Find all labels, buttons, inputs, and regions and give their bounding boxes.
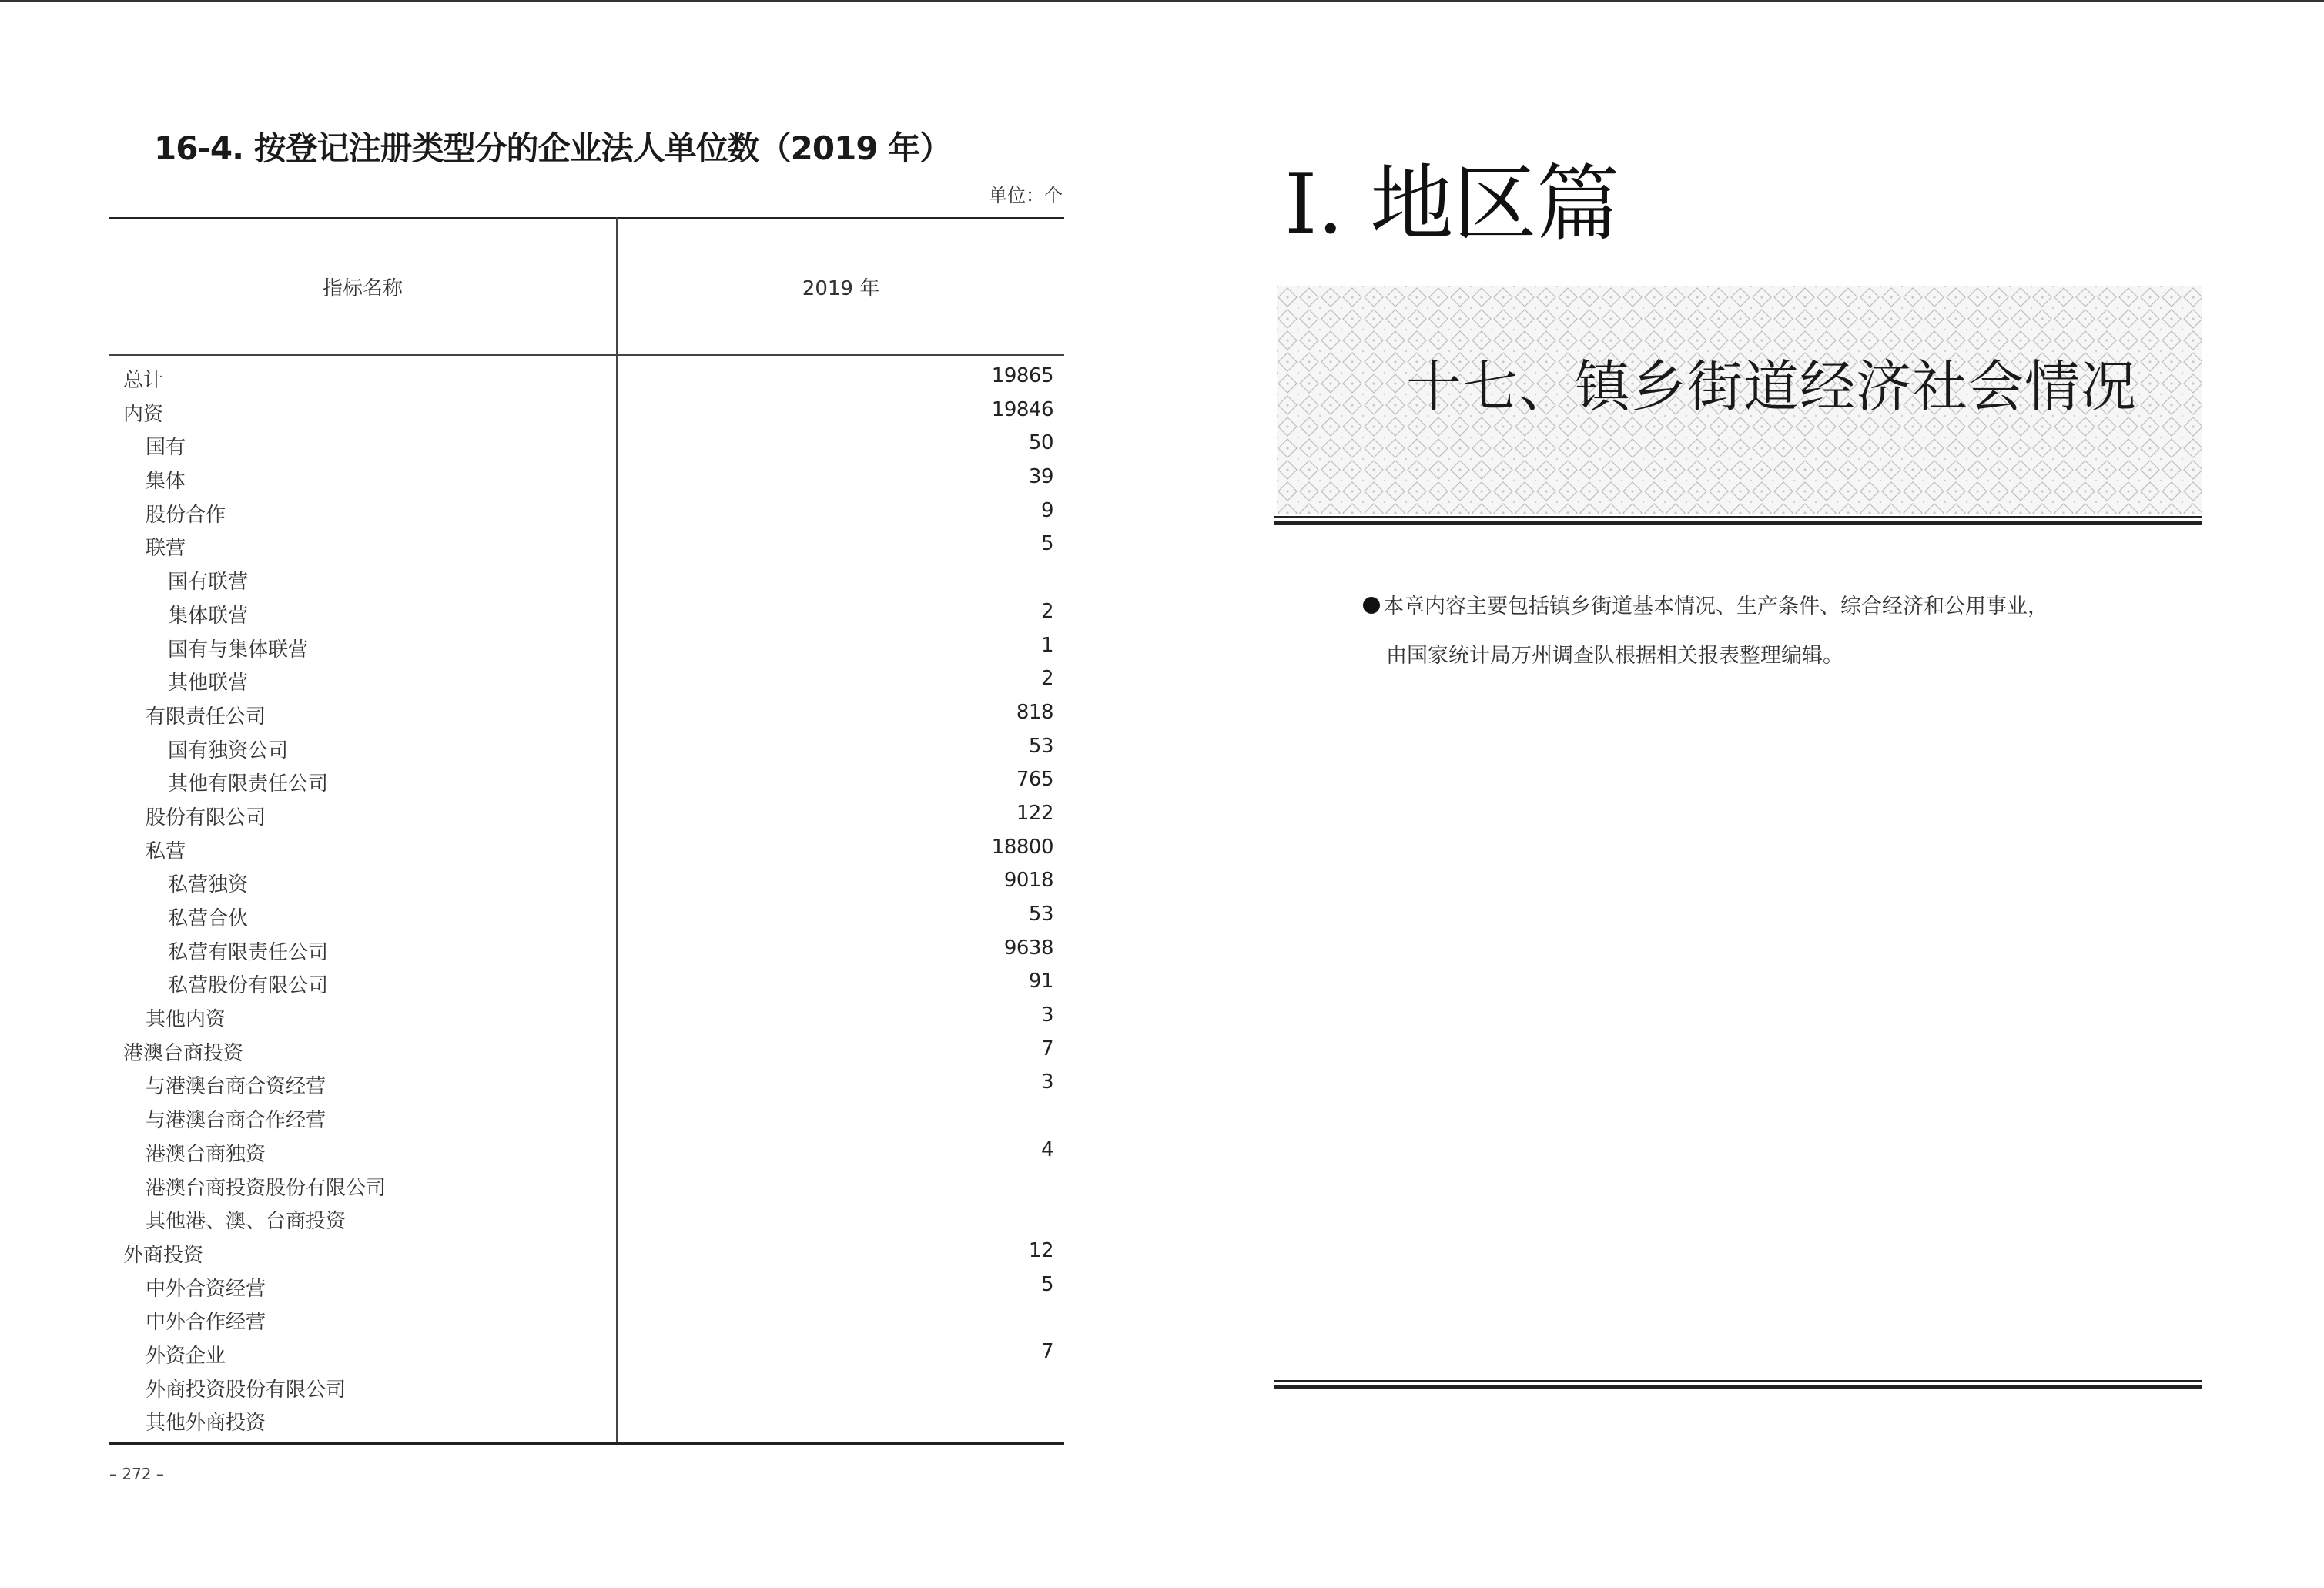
table-row <box>109 900 1064 933</box>
row-label: 国有独资公司 <box>168 739 289 762</box>
table-row <box>109 462 1064 496</box>
table-body <box>109 361 1064 1438</box>
table-row <box>109 395 1064 429</box>
row-label: 港澳台商投资 <box>123 1041 244 1065</box>
row-value: 18800 <box>991 835 1053 859</box>
row-label: 外资企业 <box>146 1344 226 1368</box>
row-value: 53 <box>1028 734 1053 758</box>
page-top-rule <box>0 0 2324 2</box>
row-value: 7 <box>1040 1037 1053 1060</box>
table-header-rule <box>109 354 1064 356</box>
row-value: 19846 <box>991 397 1053 421</box>
row-value: 39 <box>1028 465 1053 489</box>
table-row <box>109 428 1064 462</box>
section-title: Ⅰ. 地区篇 <box>1284 156 1620 253</box>
row-label: 国有与集体联营 <box>168 638 309 662</box>
row-label: 国有 <box>146 436 186 460</box>
table-row <box>109 1236 1064 1270</box>
row-label: 外商投资 <box>123 1243 204 1267</box>
table-row <box>109 496 1064 530</box>
table-row <box>109 765 1064 799</box>
row-label: 总计 <box>123 369 164 392</box>
table-bottom-rule <box>109 1442 1064 1445</box>
chapter-bottom-rule <box>1274 1380 2202 1389</box>
table-row <box>109 698 1064 732</box>
data-table <box>109 217 1064 1445</box>
row-label: 港澳台商投资股份有限公司 <box>146 1176 387 1200</box>
row-label: 中外合资经营 <box>146 1277 266 1301</box>
row-value: 9018 <box>1003 869 1053 893</box>
row-label: 港澳台商独资 <box>146 1142 266 1166</box>
row-value: 19865 <box>991 364 1053 387</box>
table-row <box>109 597 1064 631</box>
row-label: 股份有限公司 <box>146 806 266 829</box>
row-label: 国有联营 <box>168 571 249 595</box>
row-value: 2 <box>1040 599 1053 623</box>
table-row <box>109 1034 1064 1068</box>
table-row <box>109 563 1064 597</box>
row-label: 集体 <box>146 470 186 494</box>
table-row <box>109 1337 1064 1371</box>
row-label: 股份合作 <box>146 503 226 527</box>
table-row <box>109 664 1064 698</box>
row-label: 其他有限责任公司 <box>168 772 329 796</box>
row-value: 9 <box>1040 498 1053 522</box>
row-label: 私营合伙 <box>168 907 249 930</box>
table-row <box>109 933 1064 967</box>
column-header-name: 指标名称 <box>322 277 403 300</box>
row-value: 1 <box>1040 633 1053 657</box>
table-row <box>109 361 1064 395</box>
table-row <box>109 631 1064 665</box>
row-label: 私营有限责任公司 <box>168 940 329 964</box>
row-value: 3 <box>1040 1003 1053 1027</box>
chapter-title: 十七、镇乡街道经济社会情况 <box>1406 354 2138 419</box>
row-label: 其他内资 <box>146 1008 226 1032</box>
row-value: 765 <box>1016 768 1053 792</box>
row-value: 3 <box>1040 1070 1053 1094</box>
row-label: 其他港、澳、台商投资 <box>146 1210 347 1234</box>
row-value: 50 <box>1028 431 1053 455</box>
row-value: 9638 <box>1003 936 1053 960</box>
row-label: 其他联营 <box>168 672 249 695</box>
table-row <box>109 1101 1064 1135</box>
bullet-icon <box>1363 597 1380 614</box>
row-value: 5 <box>1040 532 1053 556</box>
row-label: 私营 <box>146 839 186 863</box>
row-value: 12 <box>1028 1238 1053 1262</box>
table-row <box>109 1404 1064 1438</box>
row-value: 122 <box>1016 801 1053 825</box>
table-row <box>109 1067 1064 1101</box>
table-row <box>109 1303 1064 1337</box>
row-label: 外商投资股份有限公司 <box>146 1378 347 1402</box>
row-label: 集体联营 <box>168 604 249 628</box>
row-value: 7 <box>1040 1339 1053 1363</box>
table-row <box>109 1202 1064 1236</box>
table-row <box>109 833 1064 866</box>
row-label: 与港澳台商合资经营 <box>146 1075 326 1099</box>
table-row <box>109 1371 1064 1405</box>
table-row <box>109 799 1064 833</box>
table-row <box>109 1000 1064 1034</box>
unit-label: 单位：个 <box>989 185 1063 206</box>
row-label: 私营股份有限公司 <box>168 974 329 998</box>
row-value: 2 <box>1040 667 1053 691</box>
table-title: 16-4. 按登记注册类型分的企业法人单位数（2019 年） <box>154 129 952 167</box>
chapter-top-rule <box>1274 516 2202 525</box>
table-row <box>109 866 1064 900</box>
row-value: 4 <box>1040 1137 1053 1161</box>
row-label: 有限责任公司 <box>146 705 266 729</box>
chapter-intro <box>1363 582 2179 681</box>
intro-line-2: 由国家统计局万州调查队根据相关报表整理编辑。 <box>1386 644 1843 668</box>
row-value: 91 <box>1028 970 1053 993</box>
row-value: 818 <box>1016 700 1053 724</box>
table-row <box>109 732 1064 766</box>
page-number: – 272 – <box>109 1465 164 1483</box>
table-top-rule <box>109 217 1064 219</box>
row-label: 中外合作经营 <box>146 1311 266 1335</box>
column-header-year: 2019 年 <box>802 277 880 300</box>
intro-line-1: 本章内容主要包括镇乡街道基本情况、生产条件、综合经济和公用事业， <box>1363 582 2179 632</box>
table-row <box>109 1135 1064 1169</box>
row-value: 53 <box>1028 903 1053 926</box>
row-label: 私营独资 <box>168 873 249 897</box>
chapter-banner <box>1277 286 2202 514</box>
row-label: 其他外商投资 <box>146 1412 266 1436</box>
table-row <box>109 967 1064 1000</box>
row-label: 内资 <box>123 402 164 426</box>
table-row <box>109 1169 1064 1203</box>
table-row <box>109 529 1064 563</box>
table-row <box>109 1270 1064 1304</box>
row-label: 联营 <box>146 537 186 561</box>
row-value: 5 <box>1040 1272 1053 1296</box>
row-label: 与港澳台商合作经营 <box>146 1109 326 1133</box>
